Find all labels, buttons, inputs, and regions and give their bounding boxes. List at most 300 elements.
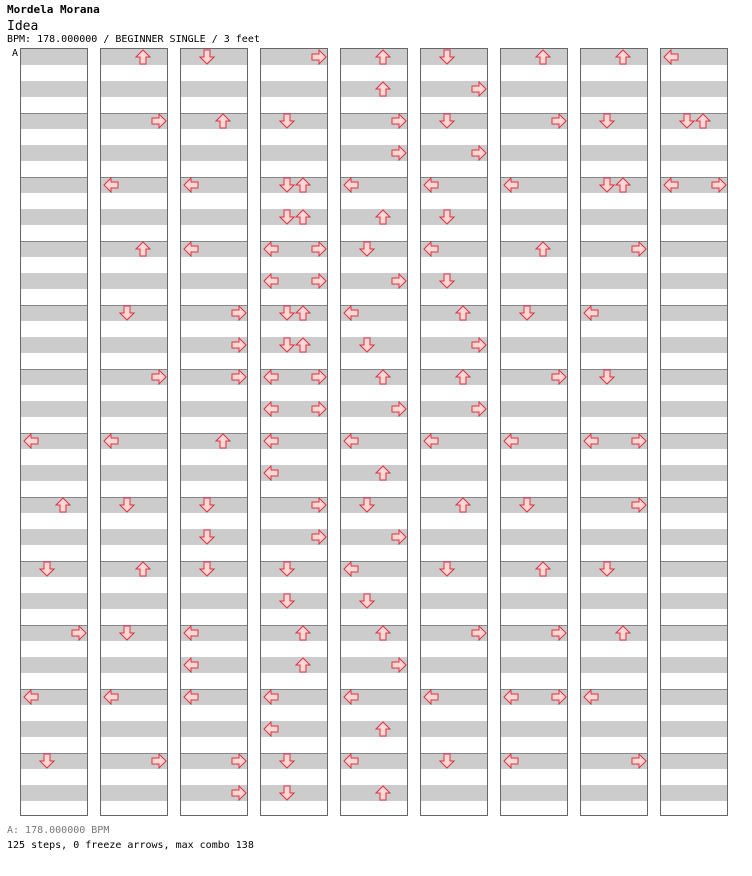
arrow-right-icon — [471, 81, 487, 97]
arrow-down-icon — [279, 113, 295, 129]
arrow-left-icon — [343, 561, 359, 577]
beat-band — [341, 49, 407, 65]
beat-band — [661, 721, 727, 737]
beat-band — [661, 497, 727, 513]
arrow-down-icon — [39, 753, 55, 769]
arrow-down-icon — [439, 113, 455, 129]
measure — [501, 241, 567, 305]
measure — [21, 369, 87, 433]
arrow-up-icon — [295, 209, 311, 225]
arrow-down-icon — [599, 177, 615, 193]
arrow-right-icon — [231, 369, 247, 385]
arrow-left-icon — [503, 689, 519, 705]
beat-band — [581, 785, 647, 801]
arrow-right-icon — [71, 625, 87, 641]
beat-band — [501, 145, 567, 161]
beat-band — [261, 657, 327, 673]
arrow-left-icon — [103, 177, 119, 193]
beat-band — [101, 81, 167, 97]
arrow-left-icon — [183, 689, 199, 705]
arrow-right-icon — [231, 337, 247, 353]
measure — [341, 49, 407, 113]
arrow-up-icon — [695, 113, 711, 129]
beat-band — [501, 529, 567, 545]
arrow-up-icon — [375, 369, 391, 385]
arrow-right-icon — [151, 113, 167, 129]
beat-band — [581, 657, 647, 673]
arrow-right-icon — [471, 337, 487, 353]
beat-band — [581, 721, 647, 737]
beat-band — [21, 401, 87, 417]
beat-band — [181, 401, 247, 417]
arrow-right-icon — [551, 689, 567, 705]
beat-band — [501, 81, 567, 97]
chart-info: BPM: 178.000000 / BEGINNER SINGLE / 3 feet — [7, 34, 260, 45]
arrow-right-icon — [551, 625, 567, 641]
measure-line — [261, 625, 327, 626]
arrow-up-icon — [535, 49, 551, 65]
arrow-down-icon — [279, 593, 295, 609]
arrow-up-icon — [455, 305, 471, 321]
chart-column-1 — [20, 48, 88, 816]
arrow-left-icon — [103, 433, 119, 449]
beat-band — [501, 593, 567, 609]
arrow-down-icon — [39, 561, 55, 577]
beat-band — [421, 465, 487, 481]
arrow-down-icon — [439, 561, 455, 577]
beat-band — [341, 369, 407, 385]
beat-band — [21, 241, 87, 257]
arrow-up-icon — [375, 209, 391, 225]
chart-column-7 — [500, 48, 568, 816]
beat-band — [101, 209, 167, 225]
beat-band — [421, 785, 487, 801]
arrow-down-icon — [359, 497, 375, 513]
beat-band — [661, 241, 727, 257]
arrow-right-icon — [471, 145, 487, 161]
arrow-down-icon — [199, 49, 215, 65]
beat-band — [661, 337, 727, 353]
measure-line — [661, 625, 727, 626]
beat-band — [501, 785, 567, 801]
arrow-right-icon — [471, 625, 487, 641]
bpm-change-marker: A — [12, 48, 19, 59]
arrow-up-icon — [135, 241, 151, 257]
arrow-left-icon — [183, 657, 199, 673]
beat-band — [421, 529, 487, 545]
beat-band — [421, 369, 487, 385]
arrow-right-icon — [391, 113, 407, 129]
arrow-up-icon — [375, 721, 391, 737]
beat-band — [341, 81, 407, 97]
measure — [661, 753, 727, 816]
beat-band — [101, 721, 167, 737]
arrow-up-icon — [295, 657, 311, 673]
beat-band — [101, 273, 167, 289]
measure — [101, 49, 167, 113]
arrow-down-icon — [599, 561, 615, 577]
measure-line — [21, 177, 87, 178]
arrow-left-icon — [343, 433, 359, 449]
beat-band — [21, 81, 87, 97]
arrow-right-icon — [711, 177, 727, 193]
arrow-up-icon — [535, 241, 551, 257]
beat-band — [21, 657, 87, 673]
arrow-down-icon — [119, 497, 135, 513]
measure-line — [421, 305, 487, 306]
beat-band — [101, 657, 167, 673]
arrow-right-icon — [551, 113, 567, 129]
arrow-right-icon — [391, 657, 407, 673]
measure — [101, 241, 167, 305]
measure — [21, 305, 87, 369]
beat-band — [661, 209, 727, 225]
measure-line — [661, 689, 727, 690]
beat-band — [661, 625, 727, 641]
beat-band — [421, 497, 487, 513]
arrow-right-icon — [311, 529, 327, 545]
measure — [661, 305, 727, 369]
arrow-up-icon — [375, 49, 391, 65]
arrow-up-icon — [135, 561, 151, 577]
beat-band — [421, 305, 487, 321]
beat-band — [181, 81, 247, 97]
beat-band — [661, 433, 727, 449]
measure — [181, 433, 247, 497]
arrow-left-icon — [263, 689, 279, 705]
measure — [421, 497, 487, 561]
arrow-left-icon — [263, 273, 279, 289]
chart-column-6 — [420, 48, 488, 816]
arrow-down-icon — [679, 113, 695, 129]
beat-band — [21, 593, 87, 609]
arrow-right-icon — [231, 753, 247, 769]
beat-band — [21, 721, 87, 737]
arrow-right-icon — [231, 785, 247, 801]
beat-band — [21, 497, 87, 513]
arrow-left-icon — [263, 401, 279, 417]
arrow-right-icon — [631, 497, 647, 513]
measure — [21, 497, 87, 561]
beat-band — [181, 593, 247, 609]
beat-band — [21, 529, 87, 545]
beat-band — [181, 113, 247, 129]
beat-band — [21, 785, 87, 801]
beat-band — [21, 49, 87, 65]
arrow-down-icon — [279, 209, 295, 225]
arrow-right-icon — [391, 401, 407, 417]
beat-band — [661, 561, 727, 577]
arrow-down-icon — [359, 241, 375, 257]
arrow-left-icon — [503, 433, 519, 449]
measure — [21, 241, 87, 305]
arrow-left-icon — [583, 433, 599, 449]
measure — [581, 49, 647, 113]
beat-band — [181, 145, 247, 161]
beat-band — [101, 337, 167, 353]
measure-line — [501, 561, 567, 562]
arrow-up-icon — [215, 433, 231, 449]
beat-band — [21, 209, 87, 225]
beat-band — [661, 369, 727, 385]
arrow-right-icon — [311, 497, 327, 513]
beat-band — [101, 401, 167, 417]
beat-band — [21, 305, 87, 321]
beat-band — [101, 593, 167, 609]
beat-band — [661, 401, 727, 417]
measure-line — [181, 433, 247, 434]
arrow-left-icon — [343, 753, 359, 769]
measure-line — [421, 497, 487, 498]
beat-band — [661, 753, 727, 769]
chart-stats: 125 steps, 0 freeze arrows, max combo 138 — [7, 840, 254, 851]
beat-band — [181, 465, 247, 481]
beat-band — [261, 81, 327, 97]
arrow-right-icon — [151, 753, 167, 769]
arrow-down-icon — [279, 753, 295, 769]
beat-band — [21, 337, 87, 353]
arrow-right-icon — [631, 753, 647, 769]
arrow-left-icon — [503, 753, 519, 769]
arrow-left-icon — [263, 241, 279, 257]
arrow-down-icon — [199, 497, 215, 513]
measure-line — [181, 113, 247, 114]
arrow-right-icon — [391, 145, 407, 161]
beat-band — [101, 785, 167, 801]
measure-line — [661, 561, 727, 562]
beat-band — [661, 657, 727, 673]
measure — [21, 49, 87, 113]
measure-line — [661, 433, 727, 434]
arrow-down-icon — [359, 593, 375, 609]
arrow-down-icon — [519, 497, 535, 513]
arrow-left-icon — [103, 689, 119, 705]
beat-band — [581, 337, 647, 353]
arrow-right-icon — [311, 49, 327, 65]
beat-band — [501, 721, 567, 737]
arrow-down-icon — [439, 49, 455, 65]
beat-band — [21, 465, 87, 481]
beat-band — [661, 81, 727, 97]
arrow-up-icon — [375, 81, 391, 97]
arrow-down-icon — [279, 177, 295, 193]
arrow-down-icon — [279, 305, 295, 321]
measure — [661, 241, 727, 305]
arrow-left-icon — [423, 689, 439, 705]
arrow-up-icon — [295, 625, 311, 641]
beat-band — [21, 113, 87, 129]
arrow-left-icon — [423, 433, 439, 449]
measure-line — [661, 369, 727, 370]
arrow-down-icon — [199, 529, 215, 545]
arrow-up-icon — [295, 337, 311, 353]
arrow-left-icon — [663, 49, 679, 65]
measure — [661, 497, 727, 561]
measure — [661, 625, 727, 689]
song-artist: Mordela Morana — [7, 3, 100, 16]
beat-band — [181, 209, 247, 225]
measure — [181, 113, 247, 177]
beat-band — [341, 209, 407, 225]
chart-column-8 — [580, 48, 648, 816]
beat-band — [21, 273, 87, 289]
measure — [661, 689, 727, 753]
arrow-down-icon — [119, 305, 135, 321]
arrow-left-icon — [23, 689, 39, 705]
arrow-left-icon — [503, 177, 519, 193]
beat-band — [101, 145, 167, 161]
arrow-down-icon — [279, 785, 295, 801]
arrow-left-icon — [23, 433, 39, 449]
arrow-up-icon — [295, 177, 311, 193]
beat-band — [581, 81, 647, 97]
arrow-right-icon — [551, 369, 567, 385]
measure-line — [661, 241, 727, 242]
arrow-down-icon — [199, 561, 215, 577]
arrow-left-icon — [423, 241, 439, 257]
beat-band — [21, 369, 87, 385]
measure-line — [661, 753, 727, 754]
arrow-down-icon — [599, 369, 615, 385]
beat-band — [581, 49, 647, 65]
arrow-right-icon — [311, 273, 327, 289]
arrow-up-icon — [375, 785, 391, 801]
beat-band — [661, 593, 727, 609]
beat-band — [661, 689, 727, 705]
measure-line — [581, 625, 647, 626]
chart-column-3 — [180, 48, 248, 816]
beat-band — [661, 273, 727, 289]
arrow-left-icon — [423, 177, 439, 193]
beat-band — [661, 145, 727, 161]
beat-band — [21, 145, 87, 161]
measure — [581, 625, 647, 689]
arrow-right-icon — [631, 433, 647, 449]
beat-band — [421, 593, 487, 609]
arrow-left-icon — [263, 465, 279, 481]
beat-band — [501, 465, 567, 481]
arrow-up-icon — [455, 369, 471, 385]
arrow-right-icon — [631, 241, 647, 257]
arrow-up-icon — [615, 625, 631, 641]
arrow-down-icon — [439, 753, 455, 769]
arrow-up-icon — [615, 177, 631, 193]
beat-band — [341, 465, 407, 481]
measure-line — [501, 241, 567, 242]
measure — [261, 625, 327, 689]
arrow-left-icon — [343, 177, 359, 193]
arrow-up-icon — [55, 497, 71, 513]
arrow-up-icon — [375, 625, 391, 641]
arrow-right-icon — [471, 401, 487, 417]
beat-band — [21, 177, 87, 193]
measure-line — [341, 625, 407, 626]
arrow-left-icon — [263, 433, 279, 449]
measure-line — [21, 497, 87, 498]
arrow-left-icon — [263, 369, 279, 385]
arrow-down-icon — [519, 305, 535, 321]
beat-band — [501, 337, 567, 353]
measure — [661, 561, 727, 625]
arrow-right-icon — [391, 529, 407, 545]
arrow-down-icon — [279, 337, 295, 353]
beat-band — [501, 401, 567, 417]
arrow-left-icon — [343, 305, 359, 321]
measure-line — [661, 497, 727, 498]
beat-band — [421, 721, 487, 737]
beat-band — [341, 785, 407, 801]
arrow-down-icon — [439, 273, 455, 289]
arrow-up-icon — [535, 561, 551, 577]
arrow-right-icon — [391, 273, 407, 289]
beat-band — [261, 625, 327, 641]
beat-band — [101, 465, 167, 481]
arrow-up-icon — [295, 305, 311, 321]
beat-band — [581, 625, 647, 641]
measure — [21, 113, 87, 177]
beat-band — [501, 561, 567, 577]
beat-band — [661, 305, 727, 321]
arrow-down-icon — [439, 209, 455, 225]
beat-band — [581, 401, 647, 417]
beat-band — [581, 273, 647, 289]
arrow-left-icon — [583, 689, 599, 705]
measure — [661, 433, 727, 497]
beat-band — [581, 145, 647, 161]
beat-band — [661, 529, 727, 545]
measure-line — [101, 561, 167, 562]
chart-column-5 — [340, 48, 408, 816]
arrow-right-icon — [311, 401, 327, 417]
arrow-down-icon — [119, 625, 135, 641]
arrow-left-icon — [183, 177, 199, 193]
measure — [101, 561, 167, 625]
arrow-down-icon — [599, 113, 615, 129]
beat-band — [501, 209, 567, 225]
arrow-left-icon — [343, 689, 359, 705]
arrow-up-icon — [215, 113, 231, 129]
arrow-down-icon — [359, 337, 375, 353]
arrow-up-icon — [615, 49, 631, 65]
beat-band — [581, 593, 647, 609]
beat-band — [341, 721, 407, 737]
beat-band — [581, 209, 647, 225]
beat-band — [181, 273, 247, 289]
arrow-left-icon — [663, 177, 679, 193]
arrow-up-icon — [455, 497, 471, 513]
arrow-up-icon — [375, 465, 391, 481]
arrow-left-icon — [183, 625, 199, 641]
bpm-legend: A: 178.000000 BPM — [7, 825, 110, 836]
chart-column-4 — [260, 48, 328, 816]
beat-band — [501, 273, 567, 289]
arrow-up-icon — [135, 49, 151, 65]
beat-band — [261, 145, 327, 161]
arrow-left-icon — [263, 721, 279, 737]
chart-column-2 — [100, 48, 168, 816]
song-title: Idea — [7, 19, 39, 34]
beat-band — [501, 657, 567, 673]
beat-band — [501, 241, 567, 257]
measure-line — [341, 369, 407, 370]
arrow-right-icon — [311, 241, 327, 257]
measure-line — [421, 369, 487, 370]
beat-band — [421, 657, 487, 673]
arrow-right-icon — [311, 369, 327, 385]
beat-band — [101, 241, 167, 257]
measure-line — [21, 369, 87, 370]
beat-band — [341, 625, 407, 641]
